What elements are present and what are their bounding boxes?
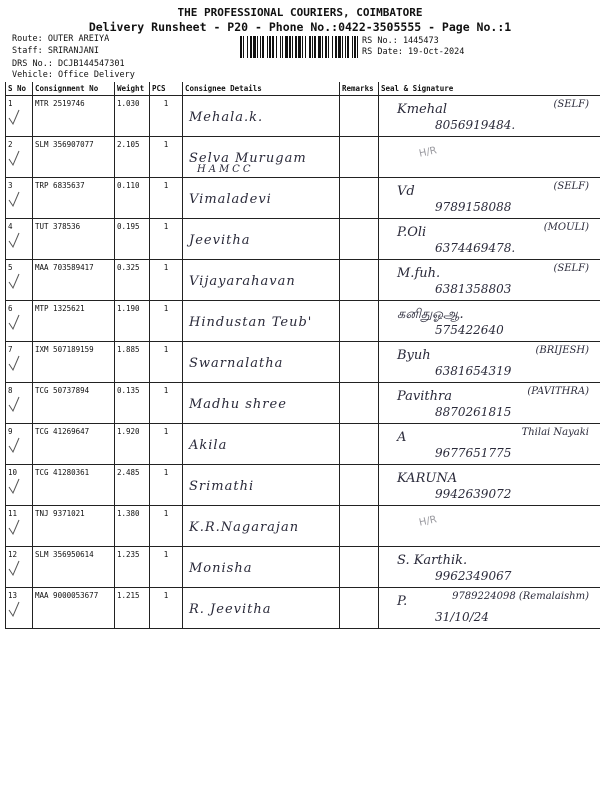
consignment-no: MTR 2519746 <box>35 99 85 108</box>
signature-cell <box>379 588 600 629</box>
barcode-bar <box>357 36 358 58</box>
consignment-cell <box>33 301 115 342</box>
weight: 1.190 <box>117 304 140 313</box>
weight: 1.885 <box>117 345 140 354</box>
signature: M.fuh. <box>397 266 441 281</box>
pcs: 1 <box>163 345 169 354</box>
pcs: 1 <box>163 99 169 108</box>
signature-note: H/R <box>418 145 438 160</box>
pcs-cell <box>150 342 183 383</box>
rs-number: RS No.: 1445473 <box>362 36 439 46</box>
weight-cell <box>115 424 150 465</box>
barcode-bar <box>332 36 333 58</box>
weight-cell <box>115 506 150 547</box>
tick-mark-icon <box>8 477 20 495</box>
tick-mark-icon <box>8 313 20 331</box>
barcode-bar <box>276 36 277 58</box>
signature: A <box>397 430 407 445</box>
tick-mark-icon <box>8 518 20 536</box>
signature-cell <box>379 301 600 342</box>
pcs: 1 <box>163 263 169 272</box>
table-row <box>6 260 600 301</box>
barcode-bar <box>354 36 356 58</box>
consignment-no: TCG 41269647 <box>35 427 90 436</box>
table-row <box>6 424 600 465</box>
consignee-name: Vijayarahavan <box>189 274 296 289</box>
sno: 2 <box>8 140 13 149</box>
barcode-bar <box>342 36 343 58</box>
barcode-bar <box>269 36 271 58</box>
tick-mark-icon <box>8 108 20 126</box>
signature: Byuh <box>397 348 431 363</box>
signature: KARUNA <box>397 471 458 486</box>
weight: 2.105 <box>117 140 140 149</box>
signature-cell <box>379 383 600 424</box>
consignee-cell <box>183 178 340 219</box>
remarks-cell <box>340 178 379 219</box>
signature-cell <box>379 178 600 219</box>
consignee-name: Madhu shree <box>189 397 287 412</box>
sno-cell <box>6 547 33 588</box>
signature-note: H/R <box>418 514 438 529</box>
signature-phone: 8056919484. <box>435 118 516 132</box>
pcs-cell <box>150 178 183 219</box>
barcode <box>240 36 358 58</box>
barcode-bar <box>345 36 346 58</box>
weight: 1.380 <box>117 509 140 518</box>
sno-cell <box>6 424 33 465</box>
pcs: 1 <box>163 509 169 518</box>
consignment-no: MAA 703589417 <box>35 263 94 272</box>
sno: 6 <box>8 304 13 313</box>
consignment-no: SLM 356950614 <box>35 550 94 559</box>
signature-note: (MOULI) <box>543 222 589 233</box>
pcs: 1 <box>163 304 169 313</box>
consignee-cell <box>183 547 340 588</box>
tick-mark-icon <box>8 272 20 290</box>
consignment-no: IXM 507189159 <box>35 345 94 354</box>
consignment-cell <box>33 219 115 260</box>
signature-note: (BRIJESH) <box>535 345 589 356</box>
consignee-name: R. Jeevitha <box>189 602 272 617</box>
barcode-bar <box>243 36 244 58</box>
sno: 12 <box>8 550 18 559</box>
col-pcs: PCS <box>150 82 183 96</box>
remarks-cell <box>340 137 379 178</box>
weight-cell <box>115 342 150 383</box>
signature-cell <box>379 219 600 260</box>
table-row <box>6 506 600 547</box>
pcs: 1 <box>163 550 169 559</box>
weight: 1.235 <box>117 550 140 559</box>
tick-mark-icon <box>8 149 20 167</box>
consignee-cell <box>183 424 340 465</box>
remarks-cell <box>340 424 379 465</box>
barcode-bar <box>298 36 301 58</box>
col-sno: S No <box>6 82 33 96</box>
pcs-cell <box>150 383 183 424</box>
weight-cell <box>115 219 150 260</box>
signature-phone: 9962349067 <box>435 569 512 583</box>
tick-mark-icon <box>8 436 20 454</box>
pcs-cell <box>150 260 183 301</box>
col-signature: Seal & Signature <box>379 82 600 96</box>
barcode-bar <box>325 36 327 58</box>
consignment-no: TUT 378536 <box>35 222 81 231</box>
barcode-bar <box>312 36 313 58</box>
barcode-bar <box>318 36 321 58</box>
sno: 7 <box>8 345 13 354</box>
remarks-cell <box>340 96 379 137</box>
sno: 4 <box>8 222 13 231</box>
col-consignee: Consignee Details <box>183 82 340 96</box>
signature: P.Oli <box>397 225 427 240</box>
consignee-cell <box>183 588 340 629</box>
consignment-no: MTP 1325621 <box>35 304 85 313</box>
pcs: 1 <box>163 181 169 190</box>
barcode-bar <box>309 36 311 58</box>
signature: S. Karthik. <box>397 553 468 568</box>
consignment-no: MAA 9000053677 <box>35 591 99 600</box>
staff-label: Staff: SRIRANJANI <box>12 46 99 56</box>
consignment-cell <box>33 137 115 178</box>
weight-cell <box>115 588 150 629</box>
weight-cell <box>115 260 150 301</box>
consignment-cell <box>33 506 115 547</box>
pcs-cell <box>150 219 183 260</box>
col-consignment: Consignment No <box>33 82 115 96</box>
pcs: 1 <box>163 140 169 149</box>
barcode-bar <box>282 36 283 58</box>
pcs: 1 <box>163 427 169 436</box>
table-header-row <box>6 82 600 96</box>
consignment-cell <box>33 342 115 383</box>
barcode-bar <box>328 36 329 58</box>
tick-mark-icon <box>8 395 20 413</box>
barcode-bar <box>257 36 258 58</box>
weight-cell <box>115 96 150 137</box>
consignee-cell <box>183 383 340 424</box>
consignee-name: Vimaladevi <box>189 192 272 207</box>
tick-mark-icon <box>8 559 20 577</box>
signature-phone: 6381654319 <box>435 364 512 378</box>
barcode-bar <box>302 36 303 58</box>
signature-cell <box>379 137 600 178</box>
remarks-cell <box>340 301 379 342</box>
tick-mark-icon <box>8 600 20 618</box>
barcode-bar <box>250 36 252 58</box>
weight: 0.195 <box>117 222 140 231</box>
barcode-bar <box>260 36 261 58</box>
consignment-cell <box>33 424 115 465</box>
sno-cell <box>6 301 33 342</box>
consignment-cell <box>33 465 115 506</box>
table-row <box>6 588 600 629</box>
sno-cell <box>6 178 33 219</box>
remarks-cell <box>340 506 379 547</box>
weight-cell <box>115 178 150 219</box>
pcs-cell <box>150 547 183 588</box>
consignment-cell <box>33 588 115 629</box>
signature-cell <box>379 342 600 383</box>
tick-mark-icon <box>8 354 20 372</box>
signature-phone: 575422640 <box>435 323 504 337</box>
barcode-bar <box>240 36 242 58</box>
table-row <box>6 342 600 383</box>
consignee-name: Selva Murugam <box>189 151 307 166</box>
sno: 3 <box>8 181 13 190</box>
table-row <box>6 465 600 506</box>
consignee-cell <box>183 465 340 506</box>
signature: கனிதுஓஆ. <box>397 307 464 322</box>
runsheet-table <box>5 82 600 629</box>
remarks-cell <box>340 342 379 383</box>
sno: 10 <box>8 468 18 477</box>
consignee-cell <box>183 260 340 301</box>
signature-note: Thilai Nayaki <box>521 427 589 438</box>
consignment-no: TCG 50737894 <box>35 386 90 395</box>
consignment-cell <box>33 260 115 301</box>
barcode-bar <box>352 36 353 58</box>
pcs-cell <box>150 588 183 629</box>
pcs-cell <box>150 506 183 547</box>
weight-cell <box>115 137 150 178</box>
signature-phone: 31/10/24 <box>435 610 489 624</box>
weight: 1.030 <box>117 99 140 108</box>
signature-phone: 8870261815 <box>435 405 512 419</box>
route-label: Route: OUTER AREIYA <box>12 34 110 44</box>
signature-phone: 6374469478. <box>435 241 516 255</box>
barcode-bar <box>247 36 248 58</box>
consignee-cell <box>183 137 340 178</box>
signature-cell <box>379 547 600 588</box>
signature-note: 9789224098 (Remalaishm) <box>452 591 589 602</box>
barcode-bar <box>335 36 337 58</box>
col-remarks: Remarks <box>340 82 379 96</box>
sno: 1 <box>8 99 13 108</box>
signature-note: (SELF) <box>553 263 589 274</box>
weight: 0.110 <box>117 181 140 190</box>
signature-note: (PAVITHRA) <box>527 386 589 397</box>
signature-cell <box>379 424 600 465</box>
sno: 9 <box>8 427 13 436</box>
signature-phone: 9677651775 <box>435 446 512 460</box>
signature-cell <box>379 260 600 301</box>
barcode-bar <box>305 36 306 58</box>
consignee-detail: HAMCC <box>197 164 254 175</box>
consignment-no: TNJ 9371021 <box>35 509 85 518</box>
pcs: 1 <box>163 222 169 231</box>
barcode-bar <box>285 36 288 58</box>
vehicle-label: Vehicle: Office Delivery <box>12 70 135 80</box>
sno-cell <box>6 342 33 383</box>
signature-note: (SELF) <box>553 181 589 192</box>
signature-cell <box>379 506 600 547</box>
tick-mark-icon <box>8 231 20 249</box>
weight-cell <box>115 301 150 342</box>
tick-mark-icon <box>8 190 20 208</box>
sno: 8 <box>8 386 13 395</box>
barcode-bar <box>347 36 349 58</box>
pcs: 1 <box>163 468 169 477</box>
consignee-name: Srimathi <box>189 479 255 494</box>
consignee-cell <box>183 506 340 547</box>
barcode-bar <box>338 36 341 58</box>
remarks-cell <box>340 260 379 301</box>
signature-phone: 9789158088 <box>435 200 512 214</box>
pcs: 1 <box>163 386 169 395</box>
signature: Vd <box>397 184 415 199</box>
sno-cell <box>6 588 33 629</box>
consignee-name: Mehala.k. <box>189 110 264 125</box>
remarks-cell <box>340 588 379 629</box>
signature-cell <box>379 465 600 506</box>
rs-date: RS Date: 19-Oct-2024 <box>362 47 465 57</box>
table-row <box>6 219 600 260</box>
signature-cell <box>379 96 600 137</box>
weight-cell <box>115 547 150 588</box>
pcs-cell <box>150 465 183 506</box>
pcs-cell <box>150 301 183 342</box>
weight: 1.920 <box>117 427 140 436</box>
barcode-bar <box>295 36 297 58</box>
weight: 2.485 <box>117 468 140 477</box>
table-row <box>6 301 600 342</box>
remarks-cell <box>340 547 379 588</box>
sno-cell <box>6 96 33 137</box>
barcode-bar <box>280 36 281 58</box>
consignee-cell <box>183 342 340 383</box>
signature-note: (SELF) <box>553 99 589 110</box>
remarks-cell <box>340 383 379 424</box>
weight: 0.135 <box>117 386 140 395</box>
consignment-cell <box>33 383 115 424</box>
consignee-name: Jeevitha <box>189 233 251 248</box>
consignment-cell <box>33 547 115 588</box>
consignee-name: Akila <box>189 438 228 453</box>
pcs-cell <box>150 424 183 465</box>
sno-cell <box>6 383 33 424</box>
table-row <box>6 383 600 424</box>
barcode-bar <box>289 36 291 58</box>
barcode-bar <box>253 36 256 58</box>
runsheet-title: Delivery Runsheet - P20 - Phone No.:0422-3505555 - Page No.:1 <box>88 20 512 34</box>
consignee-name: K.R.Nagarajan <box>189 520 300 535</box>
remarks-cell <box>340 465 379 506</box>
barcode-bar <box>322 36 323 58</box>
barcode-bar <box>314 36 316 58</box>
signature-phone: 9942639072 <box>435 487 512 501</box>
signature: Pavithra <box>397 389 452 404</box>
weight-cell <box>115 383 150 424</box>
weight: 1.215 <box>117 591 140 600</box>
sno-cell <box>6 260 33 301</box>
company-name: THE PROFESSIONAL COURIERS, COIMBATORE <box>177 6 423 19</box>
sno-cell <box>6 506 33 547</box>
weight: 0.325 <box>117 263 140 272</box>
consignee-name: Swarnalatha <box>189 356 284 371</box>
consignee-name: Monisha <box>189 561 253 576</box>
barcode-bar <box>292 36 293 58</box>
drs-number: DRS No.: DCJB144547301 <box>12 59 125 69</box>
sno-cell <box>6 219 33 260</box>
signature-phone: 6381358803 <box>435 282 512 296</box>
signature: P. <box>397 594 408 609</box>
table-row <box>6 178 600 219</box>
consignment-no: TRP 6835637 <box>35 181 85 190</box>
sno-cell <box>6 465 33 506</box>
remarks-cell <box>340 219 379 260</box>
consignee-cell <box>183 219 340 260</box>
consignee-cell <box>183 96 340 137</box>
pcs-cell <box>150 96 183 137</box>
barcode-bar <box>272 36 274 58</box>
signature: Kmehal <box>397 102 448 117</box>
consignment-cell <box>33 96 115 137</box>
pcs-cell <box>150 137 183 178</box>
barcode-bar <box>267 36 268 58</box>
barcode-bar <box>262 36 264 58</box>
sno: 13 <box>8 591 18 600</box>
consignment-cell <box>33 178 115 219</box>
pcs: 1 <box>163 591 169 600</box>
table-row <box>6 547 600 588</box>
consignment-no: SLM 356907077 <box>35 140 94 149</box>
col-weight: Weight <box>115 82 150 96</box>
table-row <box>6 96 600 137</box>
consignment-no: TCG 41280361 <box>35 468 90 477</box>
consignee-cell <box>183 301 340 342</box>
table-row <box>6 137 600 178</box>
sno: 5 <box>8 263 13 272</box>
weight-cell <box>115 465 150 506</box>
sno: 11 <box>8 509 18 518</box>
sno-cell <box>6 137 33 178</box>
consignee-name: Hindustan Teub' <box>189 315 313 330</box>
